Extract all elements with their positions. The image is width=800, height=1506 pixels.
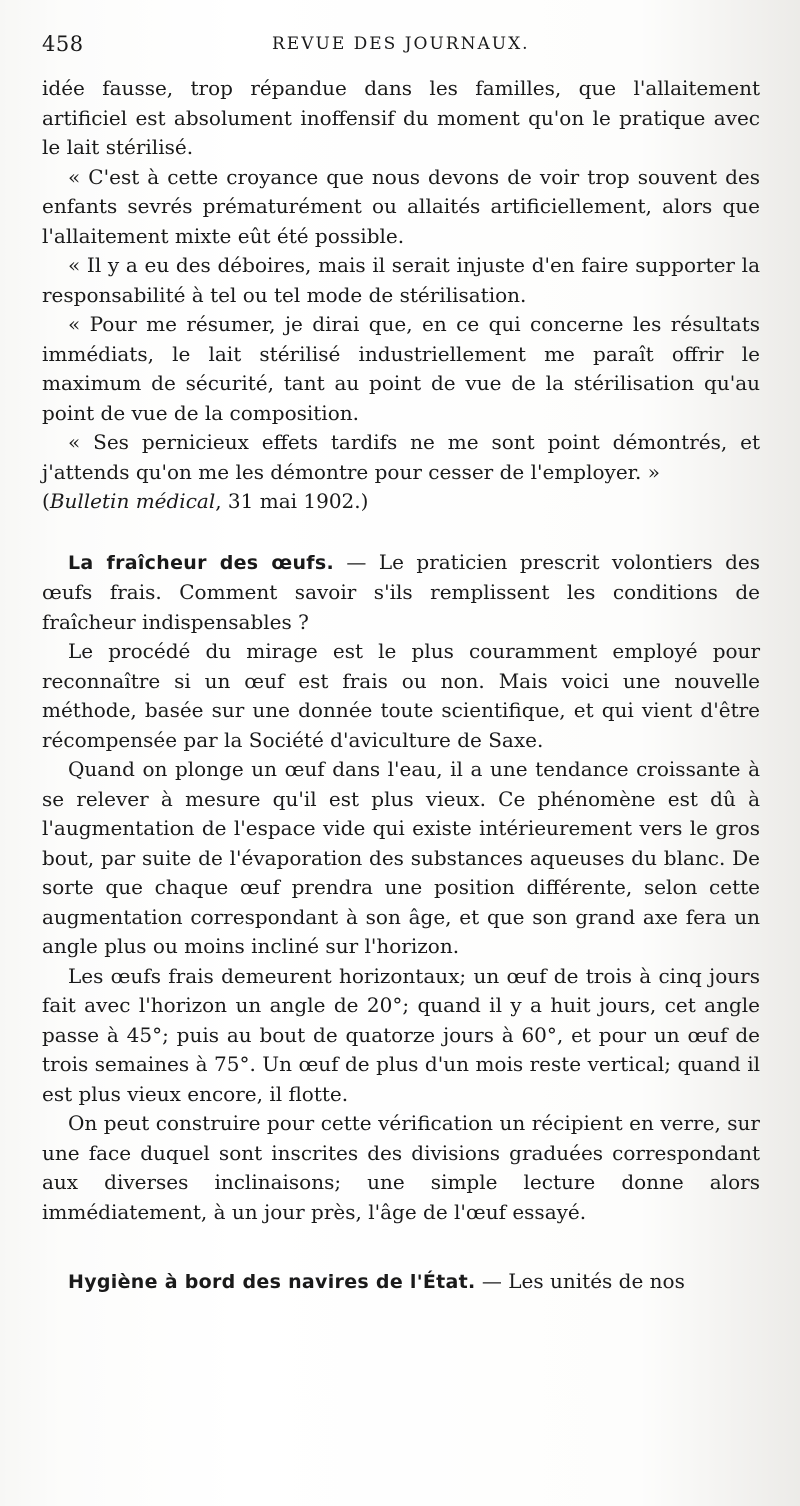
section-intro-text: Les unités de nos [508,1269,685,1293]
quote-paragraph: « Ses pernicieux effets tardifs ne me sont point démontrés, et j'attends qu'on me les démontre pour cesser de l'employer. » [42,430,760,484]
paragraph: On peut construire pour cette vérification un récipient en verre, sur une face duquel sont inscrites des divisions graduées correspondant aux diverses inclinaisons; une simple lecture donne alors immédiatement, à un jour près, l'âge de l'œuf essayé. [42,1111,760,1224]
section-ship-hygiene [42,1267,760,1298]
title-dash: — [334,549,379,574]
citation [42,487,760,517]
paragraph: Les œufs frais demeurent horizontaux; un œuf de trois à cinq jours fait avec l'horizon un angle de 20°; quand il y a huit jours, cet angle passe à 45°; puis au bout de quatorze jours à 60°, et pour un œuf de trois semaines à 75°. Un œuf de plus d'un mois reste vertical; quand il est plus vieux encore, il flotte. [42,963,760,1106]
paragraph: Le procédé du mirage est le plus couramment employé pour reconnaître si un œuf est frais ou non. Mais voici une nouvelle méthode, basée sur une donnée toute scientifique, et qui vient d'être récompensée par la Société d'aviculture de Saxe. [42,639,760,752]
running-head: REVUE DES JOURNAUX. [272,34,530,54]
page-body [42,74,760,1298]
quote-paragraph: « Il y a eu des déboires, mais il serait injuste d'en faire supporter la responsabilité à tel ou tel mode de stérilisation. [42,253,760,307]
title-dash: — [475,1269,509,1293]
section-egg-freshness [42,548,760,1228]
paragraph: Quand on plonge un œuf dans l'eau, il a une tendance croissante à se relever à mesure qu'il est plus vieux. Ce phénomène est dû à l'augmentation de l'espace vide qui existe intérieurement vers le gros bout, par suite de l'évaporation des substances aqueuses du blanc. De sorte que chaque œuf prendra une position différente, selon cette augmentation correspondant à son âge, et que son grand axe fera un angle plus ou moins incliné sur l'horizon. [42,757,760,958]
section-intro [42,1267,760,1298]
page-number: 458 [42,32,84,56]
citation-open: ( [42,489,50,513]
paragraph-continuation: idée fausse, trop répandue dans les familles, que l'allaitement artificiel est absolument inoffensif du moment qu'on le pratique avec le lait stérilisé. [42,76,760,159]
quote-paragraph: « Pour me résumer, je dirai que, en ce qui concerne les résultats immédiats, le lait stérilisé industriellement me paraît offrir le maximum de sécurité, tant au point de vue de la stérilisation qu'au point de vue de la composition. [42,312,760,425]
page-header [42,32,760,62]
citation-date: , 31 mai 1902.) [215,489,369,513]
citation-journal: Bulletin médical [49,489,216,513]
section-intro-text: Le praticien prescrit volontiers des œufs frais. Comment savoir s'ils remplissent les conditions de fraîcheur indispensables ? [42,549,760,634]
section-title: Hygiène à bord des navires de l'État. [68,1271,476,1293]
quote-paragraph: « C'est à cette croyance que nous devons de voir trop souvent des enfants sevrés prématurément ou allaités artificiellement, alors que l'allaitement mixte eût été possible. [42,164,760,248]
section-title: La fraîcheur des œufs. [68,551,335,574]
section-intro [42,548,760,638]
